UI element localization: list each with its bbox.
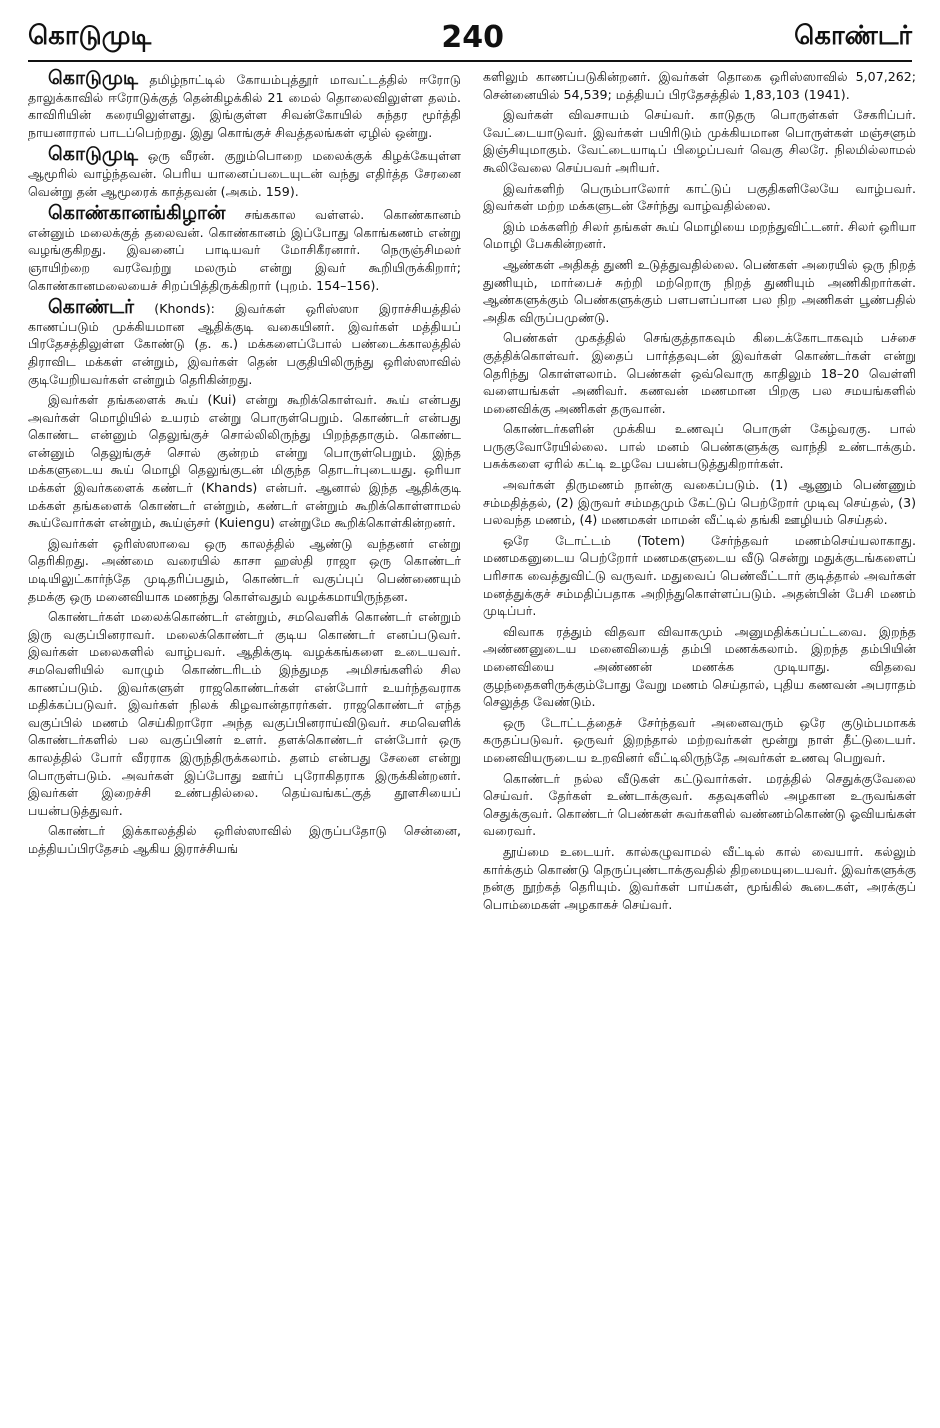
entry-term: கொண்கானங்கிழான் (48, 202, 226, 225)
left-running-head: கொடுமுடி (28, 20, 152, 51)
left-column (28, 68, 461, 1420)
entry-text: (Khonds): இவர்கள் ஒரிஸ்ஸா இராச்சியத்தில் காணப்படும் முக்கியமான ஆதிக்குடி வகையினர். இவர்கள் மத்தியப் பிரதேசத்திலுள்ள கோண்டு (த. க.) மக்களைப்போல் பண்டைக்காலத்தில் திராவிட மக்கள் என்றும், இவர்கள் தென் பகுதியிலிருந்து ஒரிஸ்ஸாவில் குடியேறியவர்கள் என்றும் தெரிகின்றது. (28, 301, 461, 387)
entry-term: கொடுமுடி (48, 68, 139, 89)
entry-text: ஒரு வீரன். குறும்பொறை மலைக்குக் கிழக்கேயுள்ள ஆமூரில் வாழ்ந்தவன். பெரிய யானைப்படையுடன் வந்து எதிர்த்த சேரனை வென்று தன் ஆமூரைக் காத்தவன் (அகம். 159). (28, 148, 461, 199)
page-number: 240 (441, 19, 505, 55)
entry-paragraph (28, 68, 461, 141)
right-column (483, 68, 916, 1420)
entry-paragraph (28, 144, 461, 200)
body-paragraph: இம் மக்களிற் சிலர் தங்கள் கூய் மொழியை மறந்துவிட்டனர். சிலர் ஒரியா மொழி பேசுகின்றனர். (483, 218, 916, 252)
entry-paragraph (28, 297, 461, 388)
body-paragraph: பெண்கள் முகத்தில் செங்குத்தாகவும் கிடைக்கோடாகவும் பச்சை குத்திக்கொள்வர். இதைப் பார்த்தவுடன் இவர்கள் கொண்டர்கள் என்று தெரிந்து கொள்ளலாம். பெண்கள் ஒவ்வொரு காதிலும் 18–20 வெள்ளி வளையங்கள் அணிவர். கணவன் மணமான பிறகு பல சமயங்களில் மனைவிக்கு அணிகள் தருவான். (483, 330, 916, 416)
body-paragraph: அவர்கள் திருமணம் நான்கு வகைப்படும். (1) ஆணும் பெண்ணும் சம்மதித்தல், (2) இருவர் சம்மதமும் கேட்டுப் பெற்றோர் முடிவு செய்தல், (3) பலவந்த மணம், (4) மணமகள் மாமன் வீட்டில் தங்கி ஊழியம் செய்தல். (483, 477, 916, 528)
body-paragraph: இவர்களிற் பெரும்பாலோர் காட்டுப் பகுதிகளிலேயே வாழ்பவர். இவர்கள் மற்ற மக்களுடன் சேர்ந்து வாழ்வதில்லை. (483, 180, 916, 214)
body-paragraph: ஒரே டோட்டம் (Totem) சேர்ந்தவர் மணம்செய்யலாகாது. மணமகனுடைய பெற்றோர் மணமகளுடைய வீடு சென்று மதுக்குடங்களைப் பரிசாக வைத்துவிட்டு வருவர். மதுவைப் பெண்வீட்டார் குடித்தால் அவர்கள் மனத்துக்குச் சம்மதிப்பதாக அறிந்துகொள்ளப்படும். அதன்பின் பேசி மணம் முடிப்பர். (483, 532, 916, 619)
body-paragraph: தூய்மை உடையர். கால்கழுவாமல் வீட்டில் கால் வையார். கல்லும் கார்க்கும் கொண்டு நெருப்புண்டாக்குவதில் திறமையுடையவர். இவர்களுக்கு நன்கு நூற்கத் தெரியும். இவர்கள் பாய்கள், மூங்கில் கூடைகள், அரக்குப் பொம்மைகள் அழகாகச் செய்வர். (483, 843, 916, 912)
body-paragraph: களிலும் காணப்படுகின்றனர். இவர்கள் தொகை ஒரிஸ்ஸாவில் 5,07,262; சென்னையில் 54,539; மத்தியப் பிரதேசத்தில் 1,83,103 (1941). (483, 69, 916, 102)
body-paragraph: விவாக ரத்தும் விதவா விவாகமும் அனுமதிக்கப்பட்டவை. இறந்த அண்ணனுடைய மனைவியைத் தம்பி மணக்கலாம். இறந்த தம்பியின் மனைவியை அண்ணன் மணக்க முடியாது. விதவை குழந்தைகளிருக்கும்போது வேறு மணம் செய்தால், புதிய கணவன் அபராதம் செலுத்த வேண்டும். (483, 623, 916, 710)
body-paragraph: இவர்கள் ஒரிஸ்ஸாவை ஒரு காலத்தில் ஆண்டு வந்தனர் என்று தெரிகிறது. அண்மை வரையில் காசா ஹஸ்தி ராஜா ஒரு கொண்டர் மடியிலுட்கார்ந்தே முடிதரிப்பதும், கொண்டர் வகுப்புப் பெண்ணையும் தமக்கு ஒரு மனைவியாக மணந்து கொள்வதும் வழக்கமாயிருந்தன. (28, 535, 461, 604)
body-paragraph: கொண்டர்களின் முக்கிய உணவுப் பொருள் கேழ்வரகு. பால் பருகுவோரேயில்லை. பால் மனம் பெண்களுக்கு வாந்தி உண்டாக்கும். பசுக்களை ஏரில் கட்டி உழவே பயன்படுத்துகிறார்கள். (483, 421, 916, 472)
body-paragraph: ஒரு டோட்டத்தைச் சேர்ந்தவர் அனைவரும் ஒரே குடும்பமாகக் கருதப்படுவர். ஒருவர் இறந்தால் மற்றவர்கள் மூன்று நாள் தீட்டுடையர். மனைவியருடைய உறவினர் வீட்டிலிருந்தே அவர்கள் உணவு பெறுவர். (483, 714, 916, 765)
body-paragraph: கொண்டர்கள் மலைக்கொண்டர் என்றும், சமவெளிக் கொண்டர் என்றும் இரு வகுப்பினராவர். மலைக்கொண்டர் குடிய கொண்டர் எனப்படுவர். இவர்கள் மலைகளில் வாழ்பவர். ஆதிக்குடி வழக்கங்களை உடையவர். சமவெளியில் வாழும் கொண்டரிடம் இந்துமத அமிசங்களில் சில காணப்படும். இவர்களுள் ராஜகொண்டர்கள் என்போர் உயர்ந்தவராக மதிக்கப்படுவர். இவர்கள் நிலக் கிழவான்தாரர்கள். ராஜகொண்டர் எந்த வகுப்பில் மணம் செய்கிறாரோ அந்த வகுப்பினராய்விடுவர். சமவெளிக் கொண்டர்களில் பல வகுப்பினர் உளர். தளக்கொண்டர் என்போர் ஒரு காலத்தில் போர் வீரராக இருந்திருக்கலாம். தளம் என்பது சேனை என்று பொருள்படும். அவர்கள் இப்போது ஊர்ப் புரோகிதராக இருக்கின்றனர். இவர்கள் இறைச்சி உண்பதில்லை. தெய்வங்கட்குத் தூளசியைப் பயன்படுத்துவர். (28, 609, 461, 818)
body-paragraph: இவர்கள் விவசாயம் செய்வர். காடுதரு பொருள்கள் சேகரிப்பர். வேட்டையாடுவர். இவர்கள் பயிரிடும் முக்கியமான பொருள்கள் மஞ்சளும் இஞ்சியுமாகும். வேட்டையாடிப் பிழைப்பவர் வெகு சிலரே. நிலமில்லாமல் கூலிவேலை செய்பவர் அரியர். (483, 107, 916, 175)
body-paragraph: கொண்டர் இக்காலத்தில் ஒரிஸ்ஸாவில் இருப்பதோடு சென்னை, மத்தியப்பிரதேசம் ஆகிய இராச்சியங் (28, 823, 461, 856)
text-columns (28, 68, 916, 1420)
entry-term: கொண்டர் (48, 296, 135, 319)
entry-text: தமிழ்நாட்டில் கோயம்புத்தூர் மாவட்டத்தில் ஈரோடு தாலுக்காவில் ஈரோடுக்குத் தென்கிழக்கில் 21 மைல் தொலைவிலுள்ள தலம். காவிரியின் கரையிலுள்ளது. இங்குள்ள சிவன்கோயில் சுந்தர மூர்த்தி நாயனாரால் பாடப்பெற்றது. இது கொங்குச் சிவத்தலங்கள் ஏழில் ஒன்று. (28, 72, 461, 140)
body-paragraph: கொண்டர் நல்ல வீடுகள் கட்டுவார்கள். மரத்தில் செதுக்குவேலை செய்வர். தேர்கள் உண்டாக்குவர். கதவுகளில் அழகான உருவங்கள் செதுக்குவர். கொண்டர் பெண்கள் சுவர்களில் வண்ணம்கொண்டு ஓவியங்கள் வரைவர். (483, 770, 916, 839)
body-paragraph: இவர்கள் தங்களைக் கூய் (Kui) என்று கூறிக்கொள்வர். கூய் என்பது அவர்கள் மொழியில் உயரம் என்று பொருள்பெறும். கொண்டர் என்பது கொண்ட என்னும் தெலுங்குச் சொல்லிலிருந்து பிறந்ததாகும். கொண்ட என்னும் தெலுங்குச் சொல் குன்றம் என்று பொருள்பெறும். இந்த மக்களுடைய கூய் மொழி தெலுங்குடன் மிகுந்த தொடர்புடையது. ஒரியா மக்கள் இவர்களைக் கண்டர் (Khands) என்பர். ஆனால் இந்த ஆதிக்குடி மக்கள் தங்களைக் கொண்டர் என்றும், கண்டர் என்றும் கூறிக்கொள்ளாமல் கூய்வோர்கள் என்றும், கூய்ஞ்சர் (Kuiengu) என்றுமே கூறிக்கொள்கின்றனர். (28, 392, 461, 531)
body-paragraph: ஆண்கள் அதிகத் துணி உடுத்துவதில்லை. பெண்கள் அரையில் ஒரு நிறத் துணியும், மார்பைச் சுற்றி மற்றொரு நிறத் துணியும் அணிகிறார்கள். ஆண்களுக்கும் பெண்களுக்கும் பளபளப்பான பல நிற அணிகள் பூண்பதில் அதிக விருப்பமுண்டு. (483, 256, 916, 325)
entry-term: கொடுமுடி (48, 143, 139, 166)
right-running-head: கொண்டர் (794, 20, 912, 51)
entry-text: சங்ககால வள்ளல். கொண்கானம் என்னும் மலைக்குத் தலைவன். கொண்கானம் இப்போது கொங்கணம் என்று வழங்குகிறது. இவனைப் பாடியவர் மோசிகீரனார். நெருஞ்சிமலர் ஞாயிற்றை வரவேற்று மலரும் என்று இவர் கூறியிருக்கிறார்; கொண்கானமலையைச் சிறப்பித்திருக்கிறார் (புறம். 154–156). (28, 207, 461, 293)
page-header (28, 14, 912, 62)
entry-paragraph (28, 203, 461, 294)
